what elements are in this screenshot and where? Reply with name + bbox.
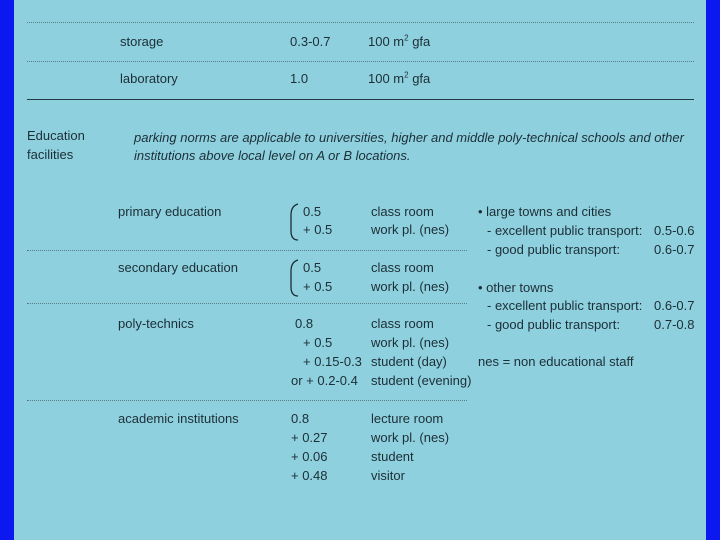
- row-value-storage: 0.3-0.7: [290, 34, 331, 49]
- section-heading: Education: [27, 128, 85, 143]
- note-item: - excellent public transport:: [487, 223, 643, 238]
- note-value: 0.5-0.6: [654, 223, 695, 238]
- row-divider: [27, 250, 467, 251]
- section-note: parking norms are applicable to universities, higher and middle poly-technical schools and other: [134, 130, 684, 145]
- row-unit-laboratory: 100 $m^2$ gfa: [368, 70, 431, 86]
- row-label-secondary: secondary education: [118, 260, 238, 275]
- row-value: + 0.06: [291, 449, 328, 464]
- row-value: 0.8: [295, 316, 314, 331]
- row-unit: student: [371, 449, 414, 464]
- row-value: + 0.15-0.3: [303, 354, 362, 369]
- row-unit: student (day): [371, 354, 447, 369]
- row-unit: work pl. (nes): [371, 335, 450, 350]
- note-item: - good public transport:: [487, 317, 620, 332]
- row-divider: [27, 22, 694, 23]
- row-unit-storage: 100 $m^2$ gfa: [368, 33, 431, 49]
- note-value: 0.6-0.7: [654, 242, 695, 257]
- row-unit: work pl. (nes): [371, 279, 450, 294]
- row-value: 0.5: [303, 260, 322, 275]
- row-value: + 0.5: [303, 279, 333, 294]
- row-label-poly: poly-technics: [118, 316, 194, 331]
- row-unit: work pl. (nes): [371, 430, 450, 445]
- row-unit: class room: [371, 316, 434, 331]
- row-divider: [27, 61, 694, 62]
- row-value: + 0.5: [303, 335, 333, 350]
- row-label-primary: primary education: [118, 204, 222, 219]
- note-value: 0.7-0.8: [654, 317, 695, 332]
- row-value: + 0.48: [291, 468, 328, 483]
- note-item: - excellent public transport:: [487, 298, 643, 313]
- row-unit: visitor: [371, 468, 405, 483]
- note-value: 0.6-0.7: [654, 298, 695, 313]
- note-item: - good public transport:: [487, 242, 620, 257]
- note-group-heading: • large towns and cities: [478, 204, 612, 219]
- row-value: or + 0.2-0.4: [291, 373, 358, 388]
- section-note-line2: institutions above local level on A or B locations.: [134, 148, 411, 163]
- section-heading-line2: facilities: [27, 147, 74, 162]
- row-label-academic: academic institutions: [118, 411, 239, 426]
- row-unit: class room: [371, 204, 434, 219]
- row-value: 0.8: [291, 411, 310, 426]
- row-divider: [27, 400, 467, 401]
- note-group-heading: • other towns: [478, 280, 554, 295]
- row-divider: [27, 303, 467, 304]
- row-value: + 0.5: [303, 222, 333, 237]
- row-unit: work pl. (nes): [371, 222, 450, 237]
- row-unit: class room: [371, 260, 434, 275]
- brace-icon: [288, 203, 300, 241]
- row-value: 0.5: [303, 204, 322, 219]
- row-unit: student (evening): [371, 373, 472, 388]
- row-value-laboratory: 1.0: [290, 71, 309, 86]
- row-value: + 0.27: [291, 430, 328, 445]
- row-label-laboratory: laboratory: [120, 71, 178, 86]
- section-divider: [27, 99, 694, 100]
- nes-note: nes = non educational staff: [478, 354, 634, 369]
- brace-icon: [288, 259, 300, 297]
- row-unit: lecture room: [371, 411, 444, 426]
- row-label-storage: storage: [120, 34, 164, 49]
